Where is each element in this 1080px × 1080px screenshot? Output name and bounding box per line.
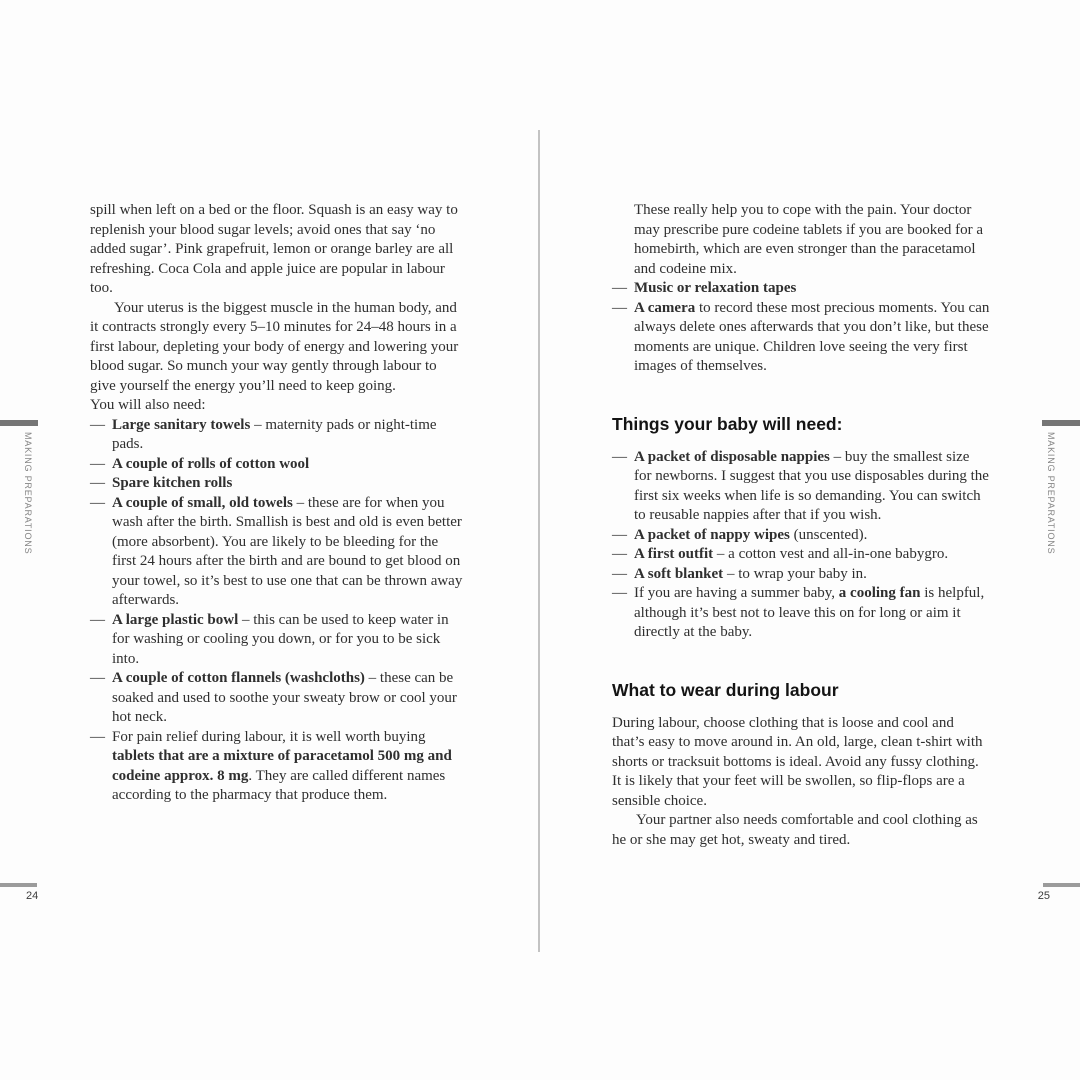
dash-bullet: — (90, 494, 105, 511)
item-text-bold: Music or relaxation tapes (634, 280, 797, 296)
left-margin-bar-top (0, 420, 38, 426)
heading-what-to-wear: What to wear during labour (612, 679, 839, 700)
dash-bullet: — (90, 455, 105, 472)
list-item-old-towels (90, 494, 464, 611)
dash-bullet: — (612, 526, 627, 543)
left-page-number: 24 (26, 890, 39, 902)
item-text-bold: A soft blanket (634, 565, 724, 582)
paragraph-wear-2: Your partner also needs comfortable and cool clothing as he or she may get hot, sweaty and tired. (612, 812, 978, 848)
heading-baby-needs: Things your baby will need: (612, 413, 843, 434)
list-item-nappy-wipes (612, 526, 990, 546)
list-item-sanitary-towels (90, 416, 464, 455)
item-text-bold: tablets that are a mixture of paracetamol 500 mg and codeine approx. 8 mg (112, 748, 452, 784)
dash-bullet: — (612, 585, 627, 601)
list-item-first-outfit (612, 545, 990, 565)
item-text-bold: A first outfit (634, 546, 714, 562)
item-text-post: – a cotton vest and all-in-one babygro. (713, 546, 949, 562)
left-running-header: MAKING PREPARATIONS (23, 432, 33, 555)
list-item-cooling-fan (612, 584, 990, 643)
dash-bullet: — (90, 728, 105, 745)
left-page-body (90, 201, 464, 806)
dash-bullet: — (612, 565, 627, 582)
item-text-bold: A couple of small, old towels (112, 494, 293, 511)
item-text-bold: A couple of rolls of cotton wool (112, 455, 310, 472)
paragraph-wear-1: During labour, choose clothing that is loose and cool and that’s easy to move around in. An old, large, clean t-shirt with shorts or tracksuit bottoms is ideal. Avoid any fussy clothing. It is likely that your feet will be swollen, so flip-flops are a sensible choice. (612, 714, 983, 809)
dash-bullet: — (90, 611, 105, 628)
item-text-post: (unscented). (789, 526, 868, 543)
paragraph-drinks: spill when left on a bed or the floor. Squash is an easy way to replenish your blood sugar levels; avoid ones that say ‘no added sugar’. Pink grapefruit, lemon or orange barley are all refreshing. Coca Cola and apple juice are popular in labour too. (90, 202, 458, 296)
item-text-pre: If you are having a summer baby, (634, 585, 839, 601)
item-text-post: – maternity pads or night-time pads. (112, 416, 437, 452)
item-text-post: – to wrap your baby in. (723, 565, 867, 582)
list-item-disposable-nappies (612, 448, 990, 526)
list-item-soft-blanket (612, 565, 990, 585)
item-text-bold: Spare kitchen rolls (112, 475, 233, 491)
dash-bullet: — (612, 448, 627, 465)
list-item-music-tapes (612, 279, 990, 299)
gutter-divider (538, 130, 540, 952)
list-intro: You will also need: (90, 397, 206, 413)
dash-bullet: — (612, 280, 627, 296)
dash-bullet: — (612, 546, 627, 562)
item-text-bold: A couple of cotton flannels (washcloths) (112, 670, 365, 686)
right-margin-bar-bottom (1043, 883, 1080, 887)
left-margin-bar-bottom (0, 883, 37, 887)
item-text-bold: A packet of nappy wipes (634, 526, 790, 543)
item-text-bold: A large plastic bowl (112, 611, 239, 628)
item-text-bold: A packet of disposable nappies (634, 448, 830, 465)
right-running-header: MAKING PREPARATIONS (1046, 432, 1056, 555)
item-text-pre: For pain relief during labour, it is well worth buying (112, 728, 426, 745)
item-text-post: – this can be used to keep water in for washing or cooling you down, or for you to be sick into. (112, 611, 449, 667)
item-text-post: to record these most precious moments. You can always delete ones afterwards that you don’t like, but these moments are unique. Children love seeing the very first images of themselves. (634, 299, 990, 374)
right-page-body (612, 201, 990, 850)
item-text: These really help you to cope with the pain. Your doctor may prescribe pure codeine tablets if you are booked for a homebirth, which are even stronger than the paracetamol and codeine mix. (634, 202, 984, 277)
dash-bullet: — (612, 299, 627, 316)
dash-bullet: — (90, 475, 105, 491)
item-text-post: is helpful, although it’s best not to leave this on for long or aim it directly at the baby. (634, 585, 985, 640)
list-item-kitchen-rolls (90, 474, 464, 494)
right-page-number: 25 (1037, 890, 1050, 902)
item-text-post: – buy the smallest size for newborns. I suggest that you use disposables during the first six weeks when life is so demanding. You can switch to reusable nappies after that if you wish. (634, 448, 989, 523)
list-item-plastic-bowl (90, 611, 464, 670)
item-text-post: . They are called different names according to the pharmacy that produce them. (112, 767, 446, 803)
paragraph-uterus: Your uterus is the biggest muscle in the human body, and it contracts strongly every 5–10 minutes for 24–48 hours in a first labour, depleting your body of energy and lowering your blood sugar. So munch your way gently through labour to give yourself the energy you’ll need to keep going. (90, 299, 459, 394)
list-item-cotton-wool (90, 455, 464, 475)
paragraph-codeine-continuation (612, 201, 990, 279)
dash-bullet: — (90, 670, 105, 686)
item-text-bold: a cooling fan (838, 585, 921, 601)
dash-bullet: — (90, 416, 105, 433)
right-margin-bar-top (1042, 420, 1080, 426)
item-text-bold: Large sanitary towels (112, 416, 251, 433)
list-item-pain-relief-tablets (90, 728, 464, 806)
list-item-cotton-flannels (90, 669, 464, 728)
list-item-camera (612, 299, 990, 377)
item-text-post: – these are for when you wash after the birth. Smallish is best and old is even better (more absorbent). You are likely to be bleeding for the first 24 hours after the birth and are bound to get blood on your towel, so it’s best to use one that can be thrown away afterwards. (112, 494, 463, 608)
item-text-post: – these can be soaked and used to soothe your sweaty brow or cool your hot neck. (112, 670, 457, 725)
item-text-bold: A camera (634, 299, 696, 316)
